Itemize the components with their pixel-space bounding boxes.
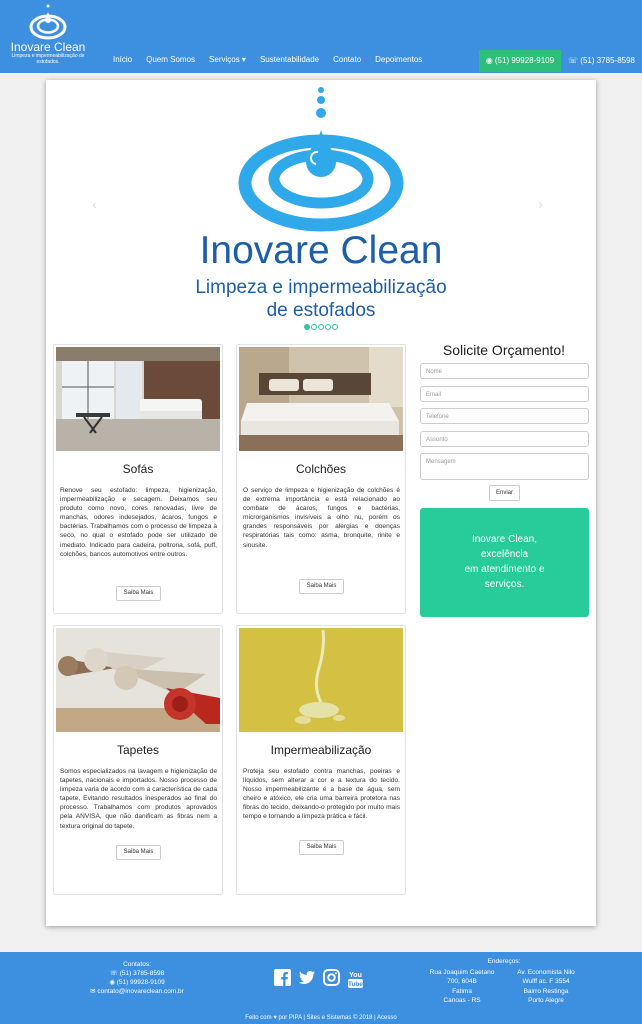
sofa-image xyxy=(56,347,220,451)
footer-email[interactable]: ✉ contato@inovareclean.com.br xyxy=(90,988,184,995)
footer-phone-2[interactable]: ◉ (51) 99928-9109 xyxy=(109,979,165,986)
carousel-indicator-dot[interactable] xyxy=(311,324,317,330)
email-field[interactable]: Email xyxy=(420,386,589,402)
social-links xyxy=(274,969,364,989)
product-description: Renove seu estofado: limpeza, higienização, impermeabilização e secagem. Deixamos seu produto como novo, cores renovadas, livre de manchas, odores indesejados, ácaros, fungos e bactérias. Trabalhamos com o processo de limpeza à seco, no qual o estofado pode ser utilizado de imediato. Indicado para cadeira, poltrona, sofá, puff, colchões, bancos automotivos entre outros. xyxy=(60,487,217,558)
promo-line-4: serviços. xyxy=(484,579,525,590)
addresses-title: Endereços: xyxy=(487,958,521,965)
navbar xyxy=(0,0,642,73)
address-line: Fatima xyxy=(452,987,472,995)
hero-subtitle-line-1: Limpeza e impermeabilização xyxy=(195,277,447,298)
product-title: Sofás xyxy=(122,462,154,476)
nav-item-quem-somos[interactable]: Quem Somos xyxy=(146,55,196,64)
main-content xyxy=(46,80,596,926)
product-title: Colchões xyxy=(295,462,347,476)
nav-item-sustentabilidade[interactable]: Sustentabilidade xyxy=(259,55,320,64)
twitter-icon[interactable] xyxy=(298,969,316,986)
carousel-indicators xyxy=(304,324,338,330)
send-button[interactable]: Enviar xyxy=(489,485,520,501)
brand-name: Inovare Clean xyxy=(10,40,86,54)
address-line: Rua Joaquim Caetano xyxy=(429,969,495,976)
waterproof-fabric-image xyxy=(239,628,403,732)
subject-field[interactable]: Assunto xyxy=(420,431,589,447)
address-line: 700, 604B xyxy=(447,978,477,986)
carousel-indicator-dot[interactable] xyxy=(318,324,324,330)
carousel-next-icon[interactable]: › xyxy=(538,196,543,212)
nav-item-inicio[interactable]: Início xyxy=(113,55,133,64)
mattress-image xyxy=(239,347,403,451)
carousel-indicator-dot[interactable] xyxy=(325,324,331,330)
address-line: Canoas - RS xyxy=(443,997,481,1005)
name-field[interactable]: Nome xyxy=(420,363,589,379)
address-line: Av. Economista Nilo xyxy=(517,969,575,976)
product-card-sofas xyxy=(53,344,223,614)
nav-item-contato[interactable]: Contato xyxy=(333,55,362,64)
saiba-mais-button[interactable]: Saiba Mais xyxy=(299,579,344,594)
footer-phone-1[interactable]: ☏ (51) 3785-8598 xyxy=(109,970,165,977)
product-description: O serviço de limpeza e higienização de colchões é de extrema importância e está relacionado ao combate de ácaros, fungos e bactérias, microrganismos invisíveis a olho nu, porém os grandes responsáveis por alergias e doenças respiratórias tais como: asma, bronquite, rinite e sinusite. xyxy=(243,487,400,549)
whatsapp-link[interactable] xyxy=(479,50,561,72)
facebook-icon[interactable] xyxy=(274,969,291,986)
carpet-image xyxy=(56,628,220,732)
footer-contacts xyxy=(82,960,192,996)
whatsapp-number: (51) 99928-9109 xyxy=(494,56,555,65)
hero-title: Inovare Clean xyxy=(199,229,443,272)
water-drop-logo-icon xyxy=(29,4,67,40)
footer-credits[interactable]: Feito com ♥ por PIPA | Sites e Sistemas © 2018 | Acesso xyxy=(245,1015,397,1021)
product-card-colchoes xyxy=(236,344,406,614)
address-canoas xyxy=(424,968,500,1006)
nav-item-depoimentos[interactable]: Depoimentos xyxy=(375,55,423,64)
main-nav xyxy=(106,55,429,64)
carousel-indicator-dot[interactable] xyxy=(332,324,338,330)
instagram-icon[interactable] xyxy=(323,969,340,986)
promo-line-1: Inovare Clean, xyxy=(471,534,538,545)
brand-tagline: Limpeza e impermeabilização de estofados. xyxy=(11,53,85,65)
footer xyxy=(0,952,642,1024)
product-card-impermeabilizacao xyxy=(236,625,406,895)
saiba-mais-button[interactable]: Saiba Mais xyxy=(116,586,161,601)
whatsapp-icon: ◉ xyxy=(485,56,495,65)
promo-line-3: em atendimento e xyxy=(464,564,545,575)
phone-link[interactable] xyxy=(561,50,642,72)
hero-carousel xyxy=(46,80,596,336)
svg-text:You: You xyxy=(349,972,362,979)
product-description: Somos especializados na lavagem e higienização de tapetes, nacionais e importados. Nosso processo de limpeza varia de acordo com a característica de cada tapete, Evitando resultados inesperados ao final do processo. Trabalhamos com produtos aprovados pela ANVISA, que não danificam as fibras nem a textura original do tapete. xyxy=(60,768,217,830)
address-line: Bairro Restinga xyxy=(523,987,569,995)
product-description: Proteja seu estofado contra manchas, poeiras e líquidos, sem alterar a cor e a textura do tecido. Nosso impermeabilizante é a base de água, sem cheiro e atóxico, ele cria uma barreira protetora nas fibras do tecido, deixando-o protegido por muito mais tempo e tornando a limpeza prática e fácil. xyxy=(243,768,400,821)
promo-box xyxy=(420,508,589,617)
promo-line-2: excelência xyxy=(480,549,529,560)
message-field[interactable]: Mensagem xyxy=(420,453,589,480)
nav-item-servicos[interactable]: Serviços ▾ xyxy=(209,55,246,64)
contacts-title: Contatos: xyxy=(123,961,151,968)
address-porto-alegre xyxy=(508,968,584,1006)
phone-field[interactable]: Telefone xyxy=(420,408,589,424)
product-title: Tapetes xyxy=(116,743,160,757)
carousel-indicator-dot[interactable] xyxy=(304,324,310,330)
svg-text:Tube: Tube xyxy=(347,981,364,988)
hero-subtitle xyxy=(46,276,596,322)
youtube-icon[interactable] xyxy=(347,969,364,989)
hero-subtitle-line-2: de estofados xyxy=(266,300,376,321)
address-line: Wulff ac. F 3554 xyxy=(522,978,570,986)
quote-form-title: Solicite Orçamento! xyxy=(442,342,566,358)
saiba-mais-button[interactable]: Saiba Mais xyxy=(116,845,161,860)
carousel-prev-icon[interactable]: ‹ xyxy=(92,196,97,212)
water-drop-hero-icon xyxy=(238,86,404,232)
phone-bar xyxy=(479,50,642,72)
product-card-tapetes xyxy=(53,625,223,895)
address-line: Porto Alegre xyxy=(528,997,564,1005)
site-logo[interactable] xyxy=(6,4,90,70)
product-title: Impermeabilização xyxy=(270,743,372,757)
saiba-mais-button[interactable]: Saiba Mais xyxy=(299,840,344,855)
phone-icon: ☏ xyxy=(568,56,581,65)
phone-number: (51) 3785-8598 xyxy=(580,56,635,65)
